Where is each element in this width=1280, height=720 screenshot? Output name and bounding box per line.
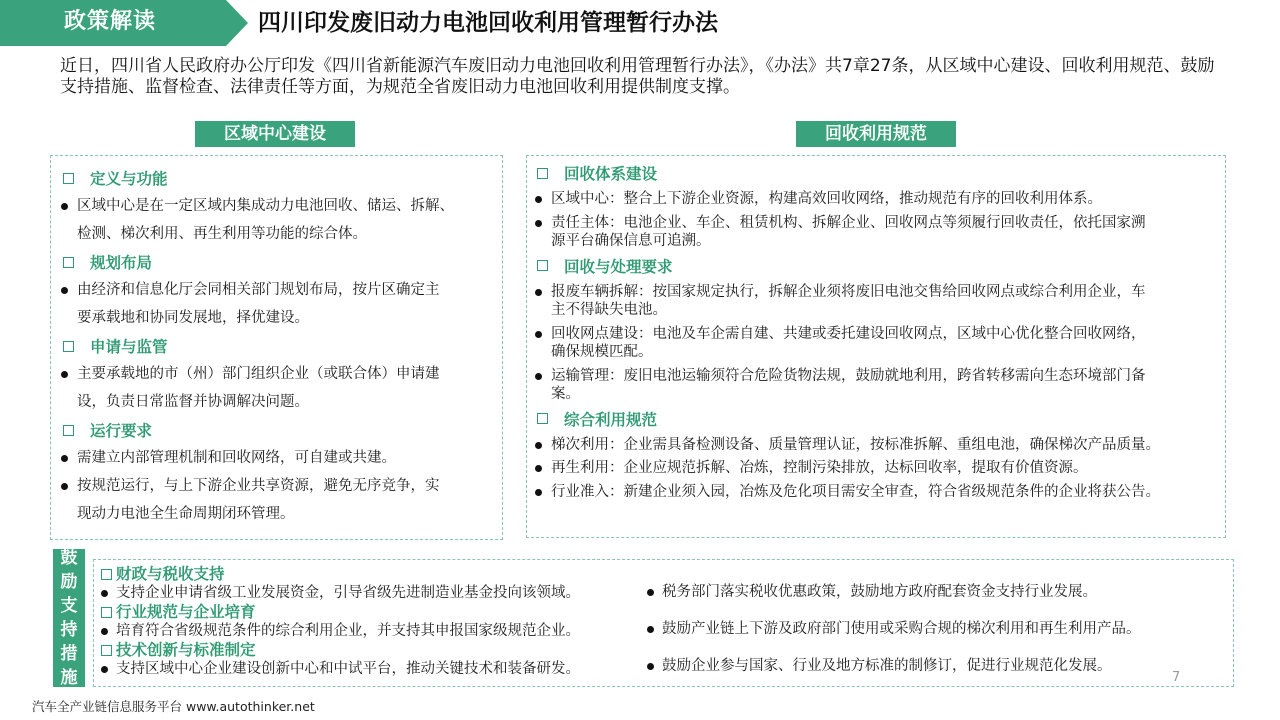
support-right-column (647, 582, 1227, 693)
section-title: 综合利用规范 (535, 407, 1217, 431)
bullet-icon (61, 455, 68, 462)
list-item: 再生利用：企业应规范拆解、冶炼，控制污染排放，达标回收率，提取有价值资源。 (535, 459, 1217, 478)
recycling-norms-header: 回收利用规范 (796, 121, 956, 147)
bullet-icon (61, 483, 68, 490)
bullet-icon (535, 196, 542, 203)
section-title: 申请与监管 (61, 332, 492, 360)
footer-source: 汽车全产业链信息服务平台 www.autothinker.net (32, 699, 315, 714)
bullet-icon (535, 373, 542, 380)
list-item: 支持企业申请省级工业发展资金，引导省级先进制造业基金投向该领域。 (101, 583, 641, 603)
regional-center-panel (50, 155, 503, 540)
list-item: 鼓励产业链上下游及政府部门使用或采购合规的梯次利用和再生利用产品。 (647, 619, 1227, 656)
list-item: 支持区域中心企业建设创新中心和中试平台，推动关键技术和装备研发。 (101, 659, 641, 679)
support-title: 技术创新与标准制定 (101, 641, 641, 659)
checkbox-icon (537, 168, 548, 179)
bullet-icon (101, 666, 108, 673)
bullet-icon (535, 465, 542, 472)
section-tag (0, 0, 248, 46)
support-measures-label: 鼓 励 支 持 措 施 (53, 549, 85, 687)
list-item: 报废车辆拆解：按国家规定执行，拆解企业须将废旧电池交售给回收网点或综合利用企业，车 主不得缺失电池。 (535, 283, 1217, 320)
list-item: 回收网点建设：电池及车企需自建、共建或委托建设回收网点，区域中心优化整合回收网络， 确保规模匹配。 (535, 325, 1217, 362)
bullet-icon (535, 331, 542, 338)
checkbox-icon (63, 257, 74, 268)
checkbox-icon (537, 413, 548, 424)
list-item: 行业准入：新建企业须入园，冶炼及危化项目需安全审查，符合省级规范条件的企业将获公告。 (535, 483, 1217, 502)
page-title: 四川印发废旧动力电池回收利用管理暂行办法 (258, 10, 718, 36)
list-item: 区域中心是在一定区域内集成动力电池回收、储运、拆解、 检测、梯次利用、再生利用等功能的综合体。 (61, 192, 492, 248)
bullet-icon (647, 589, 654, 596)
list-item: 按规范运行，与上下游企业共享资源，避免无序竞争，实 现动力电池全生命周期闭环管理。 (61, 472, 492, 528)
bullet-icon (101, 628, 108, 635)
section-processing (535, 254, 1217, 404)
recycling-norms-panel (526, 155, 1226, 538)
list-item: 责任主体：电池企业、车企、租赁机构、拆解企业、回收网点等须履行回收责任，依托国家溯 源平台确保信息可追溯。 (535, 214, 1217, 251)
checkbox-icon (63, 341, 74, 352)
bullet-icon (535, 220, 542, 227)
intro-paragraph: 近日，四川省人民政府办公厅印发《四川省新能源汽车废旧动力电池回收利用管理暂行办法》，《办法》共7章27条，从区域中心建设、回收利用规范、鼓励支持措施、监督检查、法律责任等方面，为规范全省废旧动力电池回收利用提供制度支撑。 (60, 56, 1215, 97)
bullet-icon (647, 663, 654, 670)
list-item: 区域中心：整合上下游企业资源，构建高效回收网络，推动规范有序的回收利用体系。 (535, 190, 1217, 209)
support-title: 行业规范与企业培育 (101, 603, 641, 621)
bullet-icon (61, 287, 68, 294)
list-item: 培育符合省级规范条件的综合利用企业，并支持其申报国家级规范企业。 (101, 621, 641, 641)
bullet-icon (101, 590, 108, 597)
support-title: 财政与税收支持 (101, 565, 641, 583)
list-item: 梯次利用：企业需具备检测设备、质量管理认证，按标准拆解、重组电池，确保梯次产品质量。 (535, 436, 1217, 455)
bullet-icon (61, 203, 68, 210)
section-title: 回收体系建设 (535, 161, 1217, 185)
section-title: 定义与功能 (61, 164, 492, 192)
section-utilization (535, 407, 1217, 502)
bullet-icon (535, 489, 542, 496)
checkbox-icon (63, 173, 74, 184)
checkbox-icon (101, 569, 112, 580)
section-planning (61, 248, 492, 332)
section-recycling-system (535, 161, 1217, 251)
list-item: 运输管理：废旧电池运输须符合危险货物法规，鼓励就地利用，跨省转移需向生态环境部门备 案。 (535, 367, 1217, 404)
support-measures-panel (93, 559, 1234, 687)
support-left-column (101, 565, 641, 679)
tag-label: 政策解读 (63, 9, 156, 34)
list-item: 鼓励企业参与国家、行业及地方标准的制修订，促进行业规范化发展。 (647, 656, 1227, 693)
section-definition (61, 164, 492, 248)
list-item: 主要承载地的市（州）部门组织企业（或联合体）申请建 设，负责日常监督并协调解决问题。 (61, 360, 492, 416)
section-title: 回收与处理要求 (535, 254, 1217, 278)
regional-center-header: 区域中心建设 (195, 121, 355, 147)
section-title: 运行要求 (61, 416, 492, 444)
checkbox-icon (63, 425, 74, 436)
checkbox-icon (101, 645, 112, 656)
section-title: 规划布局 (61, 248, 492, 276)
section-operation (61, 416, 492, 528)
bullet-icon (647, 626, 654, 633)
page-number: 7 (1172, 670, 1181, 685)
bullet-icon (535, 442, 542, 449)
checkbox-icon (537, 260, 548, 271)
section-application (61, 332, 492, 416)
list-item: 由经济和信息化厅会同相关部门规划布局，按片区确定主 要承载地和协同发展地，择优建设。 (61, 276, 492, 332)
checkbox-icon (101, 607, 112, 618)
bullet-icon (61, 371, 68, 378)
list-item: 需建立内部管理机制和回收网络，可自建或共建。 (61, 444, 492, 472)
bullet-icon (535, 289, 542, 296)
list-item: 税务部门落实税收优惠政策，鼓励地方政府配套资金支持行业发展。 (647, 582, 1227, 619)
